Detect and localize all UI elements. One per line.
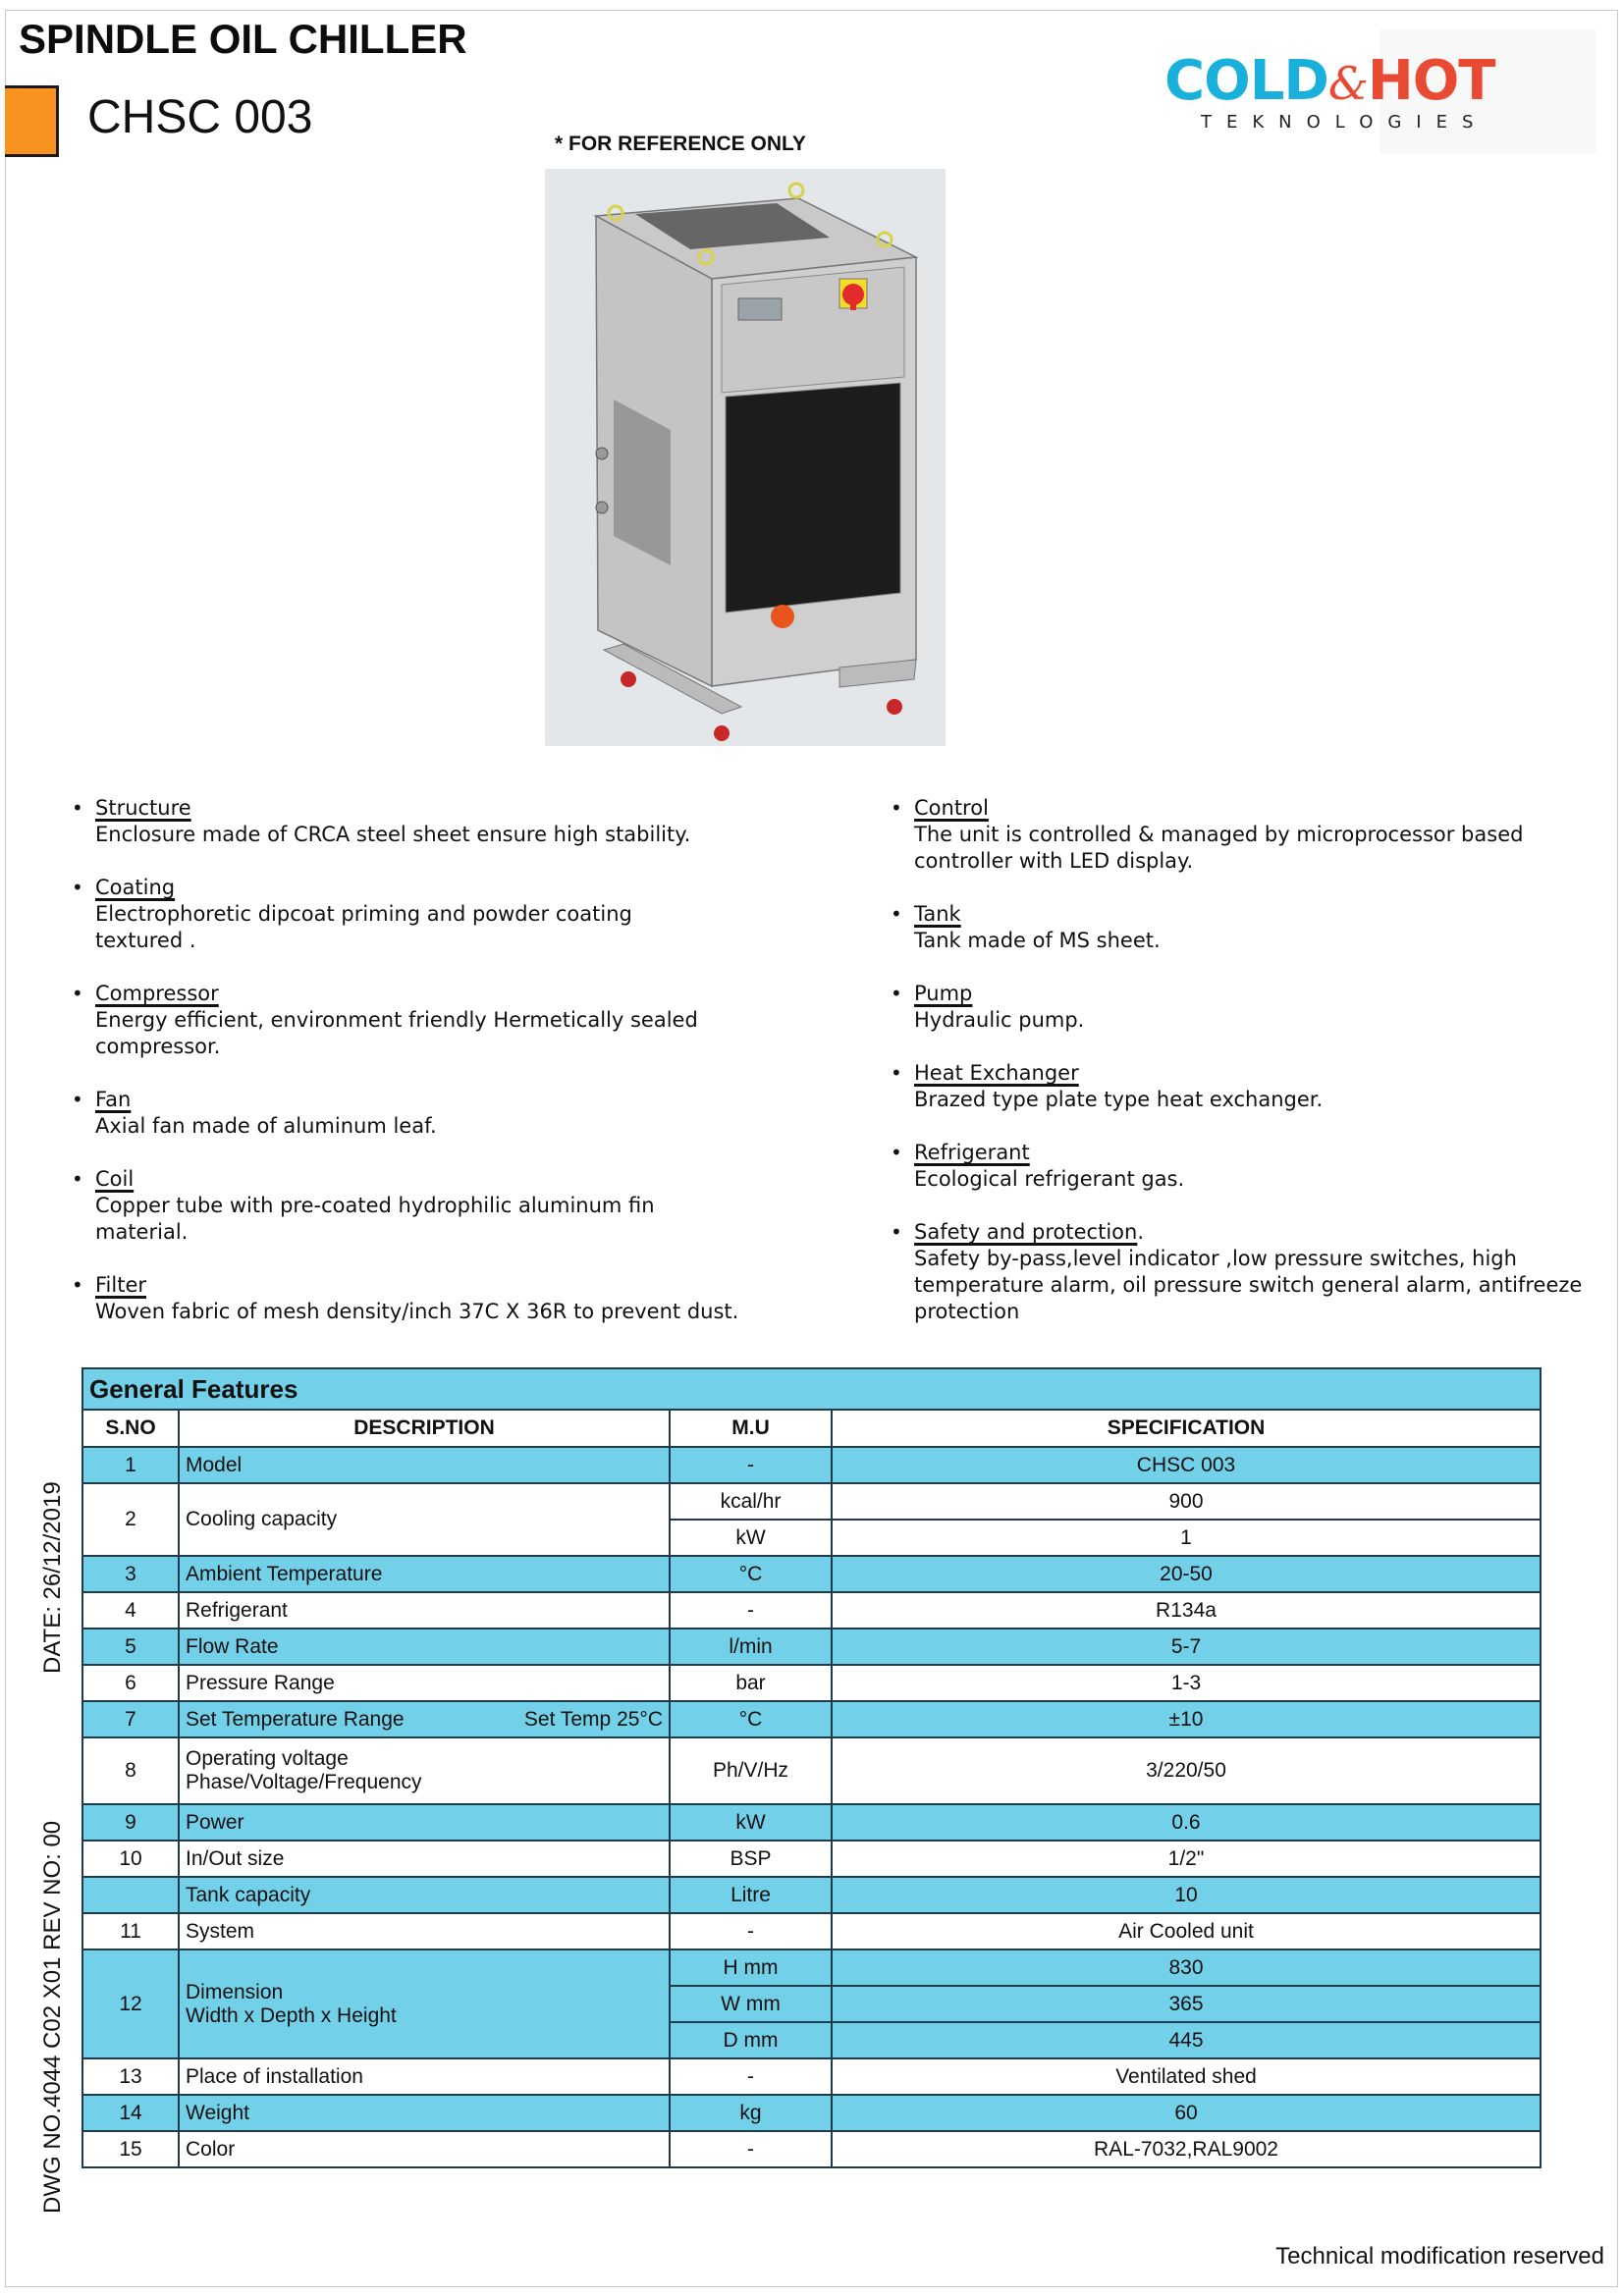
cell-spec: ±10 [832, 1701, 1541, 1737]
feature-title-suffix: . [1137, 1220, 1144, 1244]
cell-sno: 12 [82, 1949, 179, 2058]
cell-desc-note: Set Temp 25°C [523, 1707, 663, 1731]
features-left [72, 795, 779, 1352]
bullet-icon: • [72, 982, 83, 1005]
cell-mu: kW [670, 1520, 832, 1556]
cell-mu: kg [670, 2095, 832, 2131]
cell-desc: Place of installation [179, 2058, 670, 2095]
bullet-icon: • [891, 1061, 902, 1085]
feature-refrigerant [891, 1140, 1597, 1193]
table-row [82, 1483, 1541, 1520]
bullet-icon: • [72, 796, 83, 820]
cell-spec: RAL-7032,RAL9002 [832, 2131, 1541, 2167]
cell-mu: - [670, 2058, 832, 2095]
cell-sno: 2 [82, 1483, 179, 1556]
feature-title: Pump [914, 982, 973, 1005]
cell-desc: Cooling capacity [179, 1483, 670, 1556]
table-header-row [82, 1410, 1541, 1447]
cell-spec: 3/220/50 [832, 1737, 1541, 1804]
feature-desc: Electrophoretic dipcoat priming and powder coating textured . [95, 902, 632, 952]
cell-desc: Flow Rate [179, 1629, 670, 1665]
cell-mu: D mm [670, 2022, 832, 2058]
side-date: DATE: 26/12/2019 [39, 1481, 66, 1674]
bullet-icon: • [891, 982, 902, 1005]
bullet-icon: • [891, 1220, 902, 1244]
logo-wordmark [1164, 49, 1495, 113]
cell-spec: 365 [832, 1986, 1541, 2022]
feature-title: Control [914, 796, 989, 820]
feature-desc: Hydraulic pump. [914, 1008, 1085, 1032]
feature-desc: The unit is controlled & managed by microprocessor based controller with LED display. [914, 823, 1524, 873]
cell-desc: In/Out size [179, 1841, 670, 1877]
cell-desc: Weight [179, 2095, 670, 2131]
cell-mu: BSP [670, 1841, 832, 1877]
cell-desc-line2: Phase/Voltage/Frequency [186, 1771, 422, 1793]
cell-sno: 14 [82, 2095, 179, 2131]
feature-desc: Enclosure made of CRCA steel sheet ensure high stability. [95, 823, 691, 846]
cell-desc-label: Set Temperature Range [186, 1707, 405, 1731]
table-row [82, 1701, 1541, 1737]
cell-spec: R134a [832, 1592, 1541, 1629]
feature-compressor [72, 981, 779, 1060]
cell-mu: kW [670, 1804, 832, 1841]
cell-desc: Power [179, 1804, 670, 1841]
bullet-icon: • [891, 796, 902, 820]
cell-desc: Tank capacity [179, 1877, 670, 1913]
features-right [891, 795, 1597, 1352]
cell-mu: W mm [670, 1986, 832, 2022]
bullet-icon: • [72, 1088, 83, 1111]
feature-coating [72, 875, 779, 954]
cell-sno [82, 1877, 179, 1913]
cell-sno: 13 [82, 2058, 179, 2095]
chiller-illustration-icon [545, 169, 946, 746]
feature-safety [891, 1219, 1597, 1325]
cell-spec: Air Cooled unit [832, 1913, 1541, 1949]
feature-desc: Copper tube with pre-coated hydrophilic aluminum fin material. [95, 1194, 655, 1244]
company-logo [1159, 39, 1495, 147]
cell-sno: 7 [82, 1701, 179, 1737]
side-drawing-number: DWG NO.4044 C02 X01 REV NO: 00 [39, 1820, 66, 2214]
feature-pump [891, 981, 1597, 1034]
cell-sno: 10 [82, 1841, 179, 1877]
cell-desc [179, 1701, 670, 1737]
cell-desc: Color [179, 2131, 670, 2167]
cell-spec: 5-7 [832, 1629, 1541, 1665]
cell-mu: Ph/V/Hz [670, 1737, 832, 1804]
cell-mu: bar [670, 1665, 832, 1701]
cell-mu: - [670, 1913, 832, 1949]
cell-sno: 5 [82, 1629, 179, 1665]
cell-spec: 0.6 [832, 1804, 1541, 1841]
table-row [82, 2131, 1541, 2167]
table-row [82, 1877, 1541, 1913]
table-row [82, 2058, 1541, 2095]
logo-cold: COLD [1164, 49, 1328, 113]
cell-sno: 3 [82, 1556, 179, 1592]
cell-mu: - [670, 2131, 832, 2167]
cell-spec: CHSC 003 [832, 1447, 1541, 1483]
feature-desc: Woven fabric of mesh density/inch 37C X 36R to prevent dust. [95, 1300, 739, 1323]
cell-mu: H mm [670, 1949, 832, 1986]
feature-desc: Safety by-pass,level indicator ,low pressure switches, high temperature alarm, oil pressure switch general alarm, antifreeze protection [914, 1247, 1583, 1323]
cell-spec: Ventilated shed [832, 2058, 1541, 2095]
logo-ampersand: & [1327, 57, 1368, 110]
feature-desc: Tank made of MS sheet. [914, 929, 1161, 952]
bullet-icon: • [72, 1167, 83, 1191]
feature-fan [72, 1087, 779, 1140]
feature-title: Heat Exchanger [914, 1061, 1079, 1085]
feature-title: Safety and protection [914, 1220, 1138, 1244]
model-name: CHSC 003 [87, 91, 313, 143]
feature-title: Compressor [95, 982, 219, 1005]
feature-title: Fan [95, 1088, 132, 1111]
cell-spec: 1 [832, 1520, 1541, 1556]
feature-filter [72, 1272, 779, 1325]
cell-desc: Refrigerant [179, 1592, 670, 1629]
cell-desc-line1: Dimension [186, 1980, 284, 2003]
table-row [82, 1665, 1541, 1701]
logo-hot: HOT [1367, 49, 1495, 113]
cell-spec: 20-50 [832, 1556, 1541, 1592]
cell-spec: 900 [832, 1483, 1541, 1520]
feature-tank [891, 901, 1597, 954]
table-row [82, 1592, 1541, 1629]
cell-desc-line1: Operating voltage [186, 1747, 349, 1770]
feature-desc: Energy efficient, environment friendly Hermetically sealed compressor. [95, 1008, 698, 1058]
feature-structure [72, 795, 779, 848]
product-image [545, 169, 946, 746]
cell-mu: °C [670, 1556, 832, 1592]
cell-mu: Litre [670, 1877, 832, 1913]
cell-desc [179, 1737, 670, 1804]
reference-note: * FOR REFERENCE ONLY [555, 133, 806, 155]
feature-coil [72, 1166, 779, 1246]
bullet-icon: • [72, 876, 83, 899]
cell-spec: 1/2" [832, 1841, 1541, 1877]
feature-desc: Brazed type plate type heat exchanger. [914, 1088, 1324, 1111]
cell-sno: 8 [82, 1737, 179, 1804]
cell-spec: 10 [832, 1877, 1541, 1913]
cell-desc [179, 1949, 670, 2058]
orange-marker [5, 85, 59, 157]
feature-title: Filter [95, 1273, 147, 1297]
cell-desc: System [179, 1913, 670, 1949]
feature-title: Tank [914, 902, 961, 926]
cell-sno: 4 [82, 1592, 179, 1629]
cell-sno: 1 [82, 1447, 179, 1483]
feature-desc: Axial fan made of aluminum leaf. [95, 1114, 437, 1138]
cell-mu: kcal/hr [670, 1483, 832, 1520]
feature-title: Structure [95, 796, 191, 820]
table-row [82, 1447, 1541, 1483]
spec-table [81, 1367, 1542, 2168]
logo-subtitle: TEKNOLOGIES [1201, 112, 1488, 133]
bullet-icon: • [891, 902, 902, 926]
bullet-icon: • [72, 1273, 83, 1297]
cell-mu: l/min [670, 1629, 832, 1665]
cell-sno: 9 [82, 1804, 179, 1841]
cell-spec: 445 [832, 2022, 1541, 2058]
cell-mu: - [670, 1447, 832, 1483]
cell-desc-line2: Width x Depth x Height [186, 2003, 397, 2027]
table-row [82, 2095, 1541, 2131]
cell-desc: Pressure Range [179, 1665, 670, 1701]
cell-sno: 15 [82, 2131, 179, 2167]
table-row [82, 1913, 1541, 1949]
table-row [82, 1949, 1541, 1986]
feature-title: Coil [95, 1167, 135, 1191]
feature-control [891, 795, 1597, 875]
table-row [82, 1556, 1541, 1592]
feature-desc: Ecological refrigerant gas. [914, 1167, 1185, 1191]
cell-mu: - [670, 1592, 832, 1629]
table-row [82, 1737, 1541, 1804]
table-row [82, 1804, 1541, 1841]
feature-title: Coating [95, 876, 176, 899]
cell-desc: Model [179, 1447, 670, 1483]
cell-spec: 1-3 [832, 1665, 1541, 1701]
cell-mu: °C [670, 1701, 832, 1737]
cell-sno: 11 [82, 1913, 179, 1949]
table-row [82, 1629, 1541, 1665]
feature-title: Refrigerant [914, 1141, 1030, 1164]
table-row [82, 1841, 1541, 1877]
bullet-icon: • [891, 1141, 902, 1164]
cell-desc: Ambient Temperature [179, 1556, 670, 1592]
feature-heat-exchanger [891, 1060, 1597, 1113]
header-sno: S.NO [82, 1410, 179, 1447]
cell-spec: 830 [832, 1949, 1541, 1986]
header-specification: SPECIFICATION [832, 1410, 1541, 1447]
footer-note: Technical modification reserved [1275, 2243, 1604, 2269]
cell-spec: 60 [832, 2095, 1541, 2131]
document-title: SPINDLE OIL CHILLER [19, 16, 467, 62]
header-mu: M.U [670, 1410, 832, 1447]
table-title: General Features [82, 1368, 1541, 1410]
header-description: DESCRIPTION [179, 1410, 670, 1447]
cell-sno: 6 [82, 1665, 179, 1701]
